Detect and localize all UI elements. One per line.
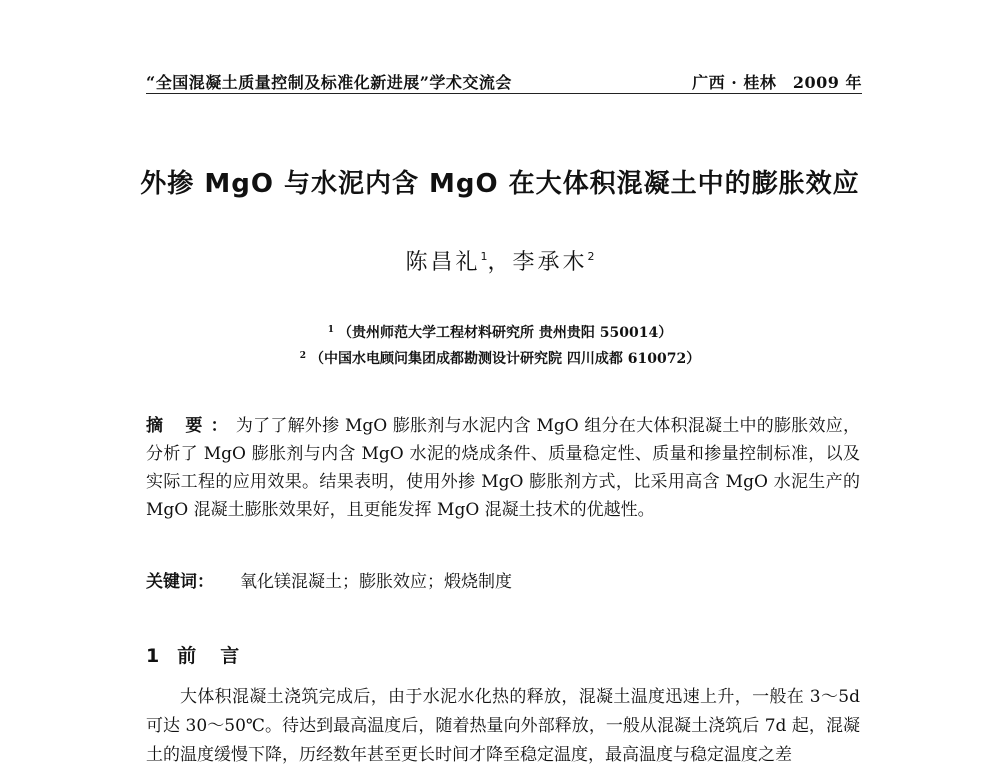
paper-title: 外掺 MgO 与水泥内含 MgO 在大体积混凝土中的膨胀效应 (140, 169, 860, 199)
affiliation (0, 322, 1000, 342)
section-heading (146, 641, 263, 668)
affiliation-text: （贵州师范大学工程材料研究所 贵州贵阳 550014） (338, 325, 673, 341)
affiliation-text: （中国水电顾问集团成都勘测设计研究院 四川成都 610072） (310, 351, 701, 367)
author-affiliation-mark: 2 (587, 250, 595, 263)
author-list (0, 245, 1000, 276)
keywords-text: 氧化镁混凝土；膨胀效应；煅烧制度 (240, 572, 512, 592)
header-rule (146, 93, 862, 94)
location-year: 广西 · 桂林 2009 年 (692, 73, 862, 92)
author-affiliation-mark: 1 (480, 250, 488, 263)
abstract-label: 摘 要： (146, 416, 236, 436)
abstract (146, 412, 860, 524)
author-separator: ， (487, 250, 513, 275)
author-name: 李承木 (512, 250, 588, 275)
keywords-label: 关键词： (146, 572, 214, 592)
section-title: 前言 (177, 645, 264, 667)
affiliation-mark: 2 (299, 351, 307, 361)
keywords (146, 567, 860, 592)
section-number: 1 (146, 645, 160, 667)
author-name: 陈昌礼 (405, 250, 481, 275)
affiliation-mark: 1 (327, 325, 335, 335)
abstract-text: 为了了解外掺 MgO 膨胀剂与水泥内含 MgO 组分在大体积混凝土中的膨胀效应，分析了 MgO 膨胀剂与内含 MgO 水泥的烧成条件、质量稳定性、质量和掺量控制标准，以及实际工程的应用效果。结果表明，使用外掺 MgO 膨胀剂方式，比采用高含 MgO 水泥生产的 MgO 混凝土膨胀效果好，且更能发挥 MgO 混凝土技术的优越性。 (146, 416, 860, 520)
body-paragraph: 大体积混凝土浇筑完成后，由于水泥水化热的释放，混凝土温度迅速上升，一般在 3～5d 可达 30～50℃。待达到最高温度后，随着热量向外部释放，一般从混凝土浇筑后 7d 起，混凝土的温度缓慢下降，历经数年甚至更长时间才降至稳定温度，最高温度与稳定温度之差 (146, 687, 860, 765)
affiliation (0, 348, 1000, 368)
conference-name: “全国混凝土质量控制及标准化新进展”学术交流会 (146, 73, 512, 92)
running-header (146, 70, 862, 93)
